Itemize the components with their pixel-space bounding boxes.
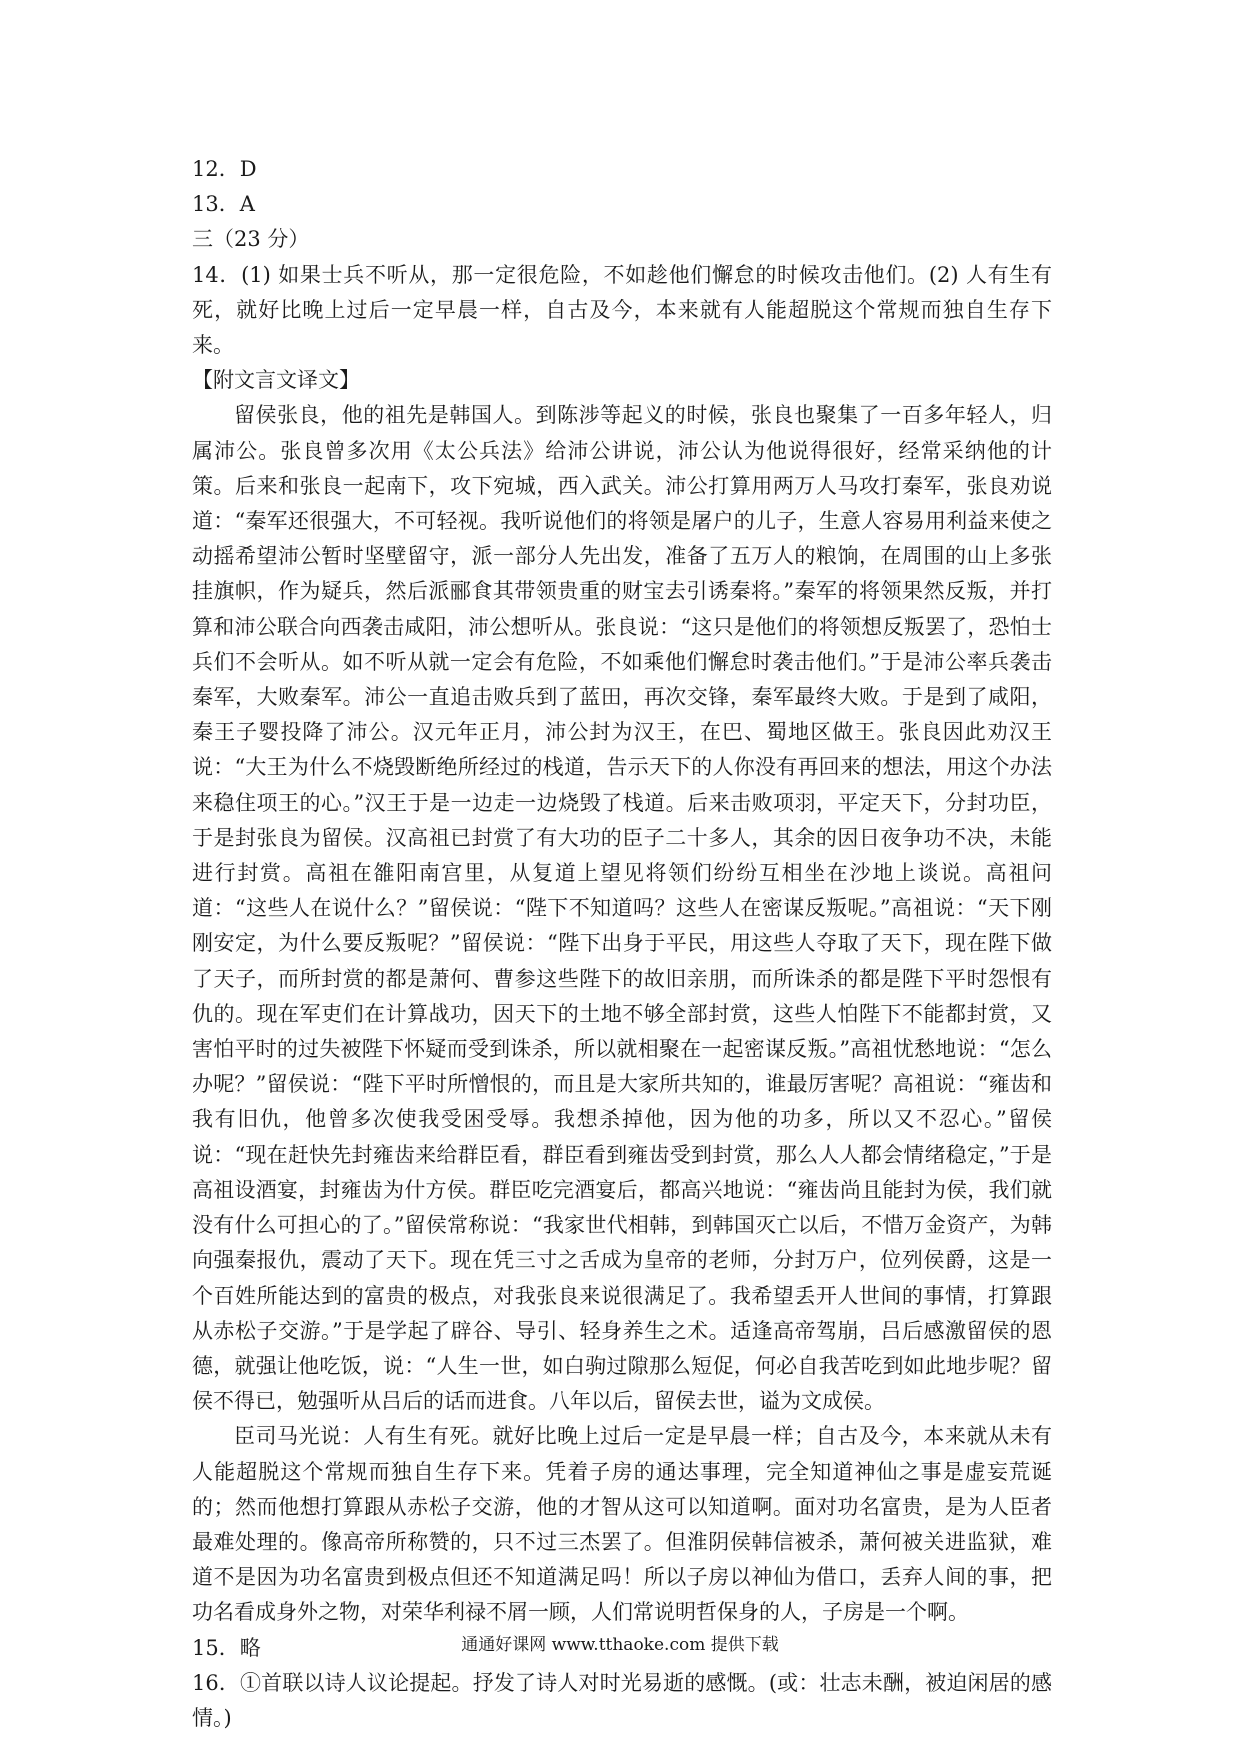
page-footer: 通通好课网 www.tthaoke.com 提供下载 — [461, 1635, 779, 1655]
translation-heading: 【附文言文译文】 — [192, 368, 360, 393]
answer-15: 15．略 — [192, 1635, 261, 1660]
translation-paragraph-1: 留侯张良，他的祖先是韩国人。到陈涉等起义的时候，张良也聚集了一百多年轻人，归属沛公。张良曾多次用《太公兵法》给沛公讲说，沛公认为他说得很好，经常采纳他的计策。后来和张良一起南下，攻下宛城，西入武关。沛公打算用两万人马攻打秦军，张良劝说道：“秦军还很强大，不可轻视。我听说他们的将领是屠户的儿子，生意人容易用利益来使之动摇希望沛公暂时坚壁留守，派一部分人先出发，准备了五万人的粮饷，在周围的山上多张挂旗帜，作为疑兵，然后派郦食其带领贵重的财宝去引诱秦将。”秦军的将领果然反叛，并打算和沛公联合向西袭击咸阳，沛公想听从。张良说：“这只是他们的将领想反叛罢了，恐怕士兵们不会听从。如不听从就一定会有危险，不如乘他们懈怠时袭击他们。”于是沛公率兵袭击秦军，大败秦军。沛公一直追击败兵到了蓝田，再次交锋，秦军最终大败。于是到了咸阳，秦王子婴投降了沛公。汉元年正月，沛公封为汉王，在巴、蜀地区做王。张良因此劝汉王说：“大王为什么不烧毁断绝所经过的栈道，告示天下的人你没有再回来的想法，用这个办法来稳住项王的心。”汉王于是一边走一边烧毁了栈道。后来击败项羽，平定天下，分封功臣，于是封张良为留侯。汉高祖已封赏了有大功的臣子二十多人，其余的因日夜争功不决，未能进行封赏。高祖在雒阳南宫里，从复道上望见将领们纷纷互相坐在沙地上谈说。高祖问道：“这些人在说什么？”留侯说：“陛下不知道吗？这些人在密谋反叛呢。”高祖说：“天下刚刚安定，为什么要反叛呢？”留侯说：“陛下出身于平民，用这些人夺取了天下，现在陛下做了天子，而所封赏的都是萧何、曹参这些陛下的故旧亲朋，而所诛杀的都是陛下平时怨恨有仇的。现在军吏们在计算战功，因天下的土地不够全部封赏，这些人怕陛下不能都封赏，又害怕平时的过失被陛下怀疑而受到诛杀，所以就相聚在一起密谋反叛。”高祖忧愁地说：“怎么办呢？”留侯说：“陛下平时所憎恨的，而且是大家所共知的，谁最厉害呢？高祖说：“雍齿和我有旧仇，他曾多次使我受困受辱。我想杀掉他，因为他的功多，所以又不忍心。”留侯说：“现在赶快先封雍齿来给群臣看，群臣看到雍齿受到封赏，那么人人都会情绪稳定，”于是高祖设酒宴，封雍齿为什方侯。群臣吃完酒宴后，都高兴地说：“雍齿尚且能封为侯，我们就没有什么可担心的了。”留侯常称说：“我家世代相韩，到韩国灭亡以后，不惜万金资产，为韩向强秦报仇，震动了天下。现在凭三寸之舌成为皇帝的老师，分封万户，位列侯爵，这是一个百姓所能达到的富贵的极点，对我张良来说很满足了。我希望丢开人世间的事情，打算跟从赤松子交游。”于是学起了辟谷、导引、轻身养生之术。适逢高帝驾崩，吕后感激留侯的恩德，就强让他吃饭，说：“人生一世，如白驹过隙那么短促，何必自我苦吃到如此地步呢？留侯不得已，勉强听从吕后的话而进食。八年以后，留侯去世，谥为文成侯。 — [192, 403, 1052, 1414]
answer-12: 12．D — [192, 157, 257, 181]
answer-sheet — [192, 152, 1052, 1736]
answer-16: 16．①首联以诗人议论提起。抒发了诗人对时光易逝的感慨。(或：壮志未酬，被迫闲居的感情。) — [192, 1670, 1052, 1730]
translation-paragraph-2: 臣司马光说：人有生有死。就好比晚上过后一定是早晨一样；自古及今，本来就从未有人能超脱这个常规而独自生存下来。凭着子房的通达事理，完全知道神仙之事是虚妄荒诞的；然而他想打算跟从赤松子交游，他的才智从这可以知道啊。面对功名富贵，是为人臣者最难处理的。像高帝所称赞的，只不过三杰罢了。但淮阴侯韩信被杀，萧何被关进监狱，难道不是因为功名富贵到极点但还不知道满足吗！所以子房以神仙为借口，丢弃人间的事，把功名看成身外之物，对荣华利禄不屑一顾，人们常说明哲保身的人，子房是一个啊。 — [192, 1424, 1052, 1625]
answer-14: 14．(1) 如果士兵不听从，那一定很危险，不如趁他们懈怠的时候攻击他们。(2) 人有生有死，就好比晚上过后一定早晨一样，自古及今，本来就有人能超脱这个常规而独自生存下来。 — [192, 262, 1052, 358]
section-three-heading: 三（23 分） — [192, 227, 310, 252]
answer-13: 13．A — [192, 192, 255, 217]
